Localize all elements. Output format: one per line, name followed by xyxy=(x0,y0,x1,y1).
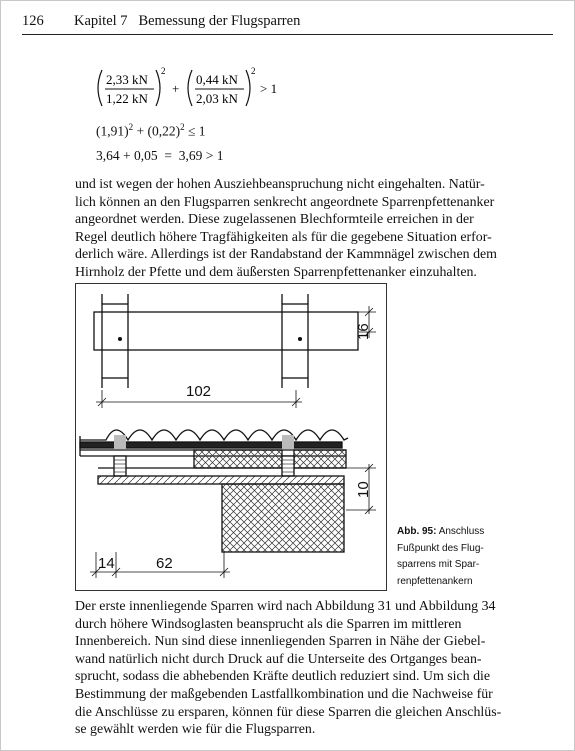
svg-text:+: + xyxy=(172,81,180,96)
paragraph-2: Der erste innenliegende Sparren wird nach Abbildung 31 und Abbildung 34 durch höhere Windsoglasten beansprucht als die Sparren im mittleren Innenbereich. Nun sind diese innenliegenden Sparren in Nähe der Giebel- wand natürlich nicht durch Druck auf die Unterseite des Ortganges bean- sprucht, sodass die abhebenden Kräfte deutlich reduziert sind. Um sich die Bestimmung der maßgebenden Lastfallkombination und die Nachweise für die Anschlüsse zu ersparen, können für diese Sparren die gleichen Anschlüs- se gewählt werden wie für die Flugsparren. xyxy=(75,599,502,738)
svg-text:2,33 kN: 2,33 kN xyxy=(106,72,148,87)
formula-line-2: $(1,91)^2 + (0,22)^2 \le 1$ xyxy=(96,122,206,139)
svg-text:> 1: > 1 xyxy=(260,81,278,96)
running-header xyxy=(22,10,553,35)
chapter-title: Kapitel 7 Bemessung der Flugsparren xyxy=(74,13,301,29)
formula-line-1 xyxy=(92,64,332,116)
svg-text:2: 2 xyxy=(251,66,256,76)
svg-text:0,44 kN: 0,44 kN xyxy=(196,72,238,87)
dim-label-16: 16 xyxy=(355,323,372,340)
svg-text:2,03 kN: 2,03 kN xyxy=(196,91,238,106)
dim-label-102: 102 xyxy=(186,383,212,400)
formula-line-3: 3,64 + 0,05 = 3,69 > 1 xyxy=(96,148,224,163)
technical-drawing xyxy=(75,283,387,591)
page-number: 126 xyxy=(22,13,44,29)
figure-caption: Abb. 95: Anschluss Fußpunkt des Flug- sparrens mit Spar- renpfettenankern xyxy=(397,526,485,587)
dim-label-10: 10 xyxy=(355,481,372,498)
paragraph-1: und ist wegen der hohen Ausziehbeanspruchung nicht eingehalten. Natür- lich können an den Flugsparren senkrecht angeordnete Sparrenpfettenanker angeordnet werden. Diese zugelassenen Blechformteile erreichen in der Regel deutlich höhere Tragfähigkeiten als für die gegebene Situation erfor- derlich wäre. Allerdings ist der Randabstand der Kammnägel zwischen dem Hirnholz der Pfette und dem äußersten Sparrenpfettenanker einzuhalten. xyxy=(75,177,497,280)
dim-label-62: 62 xyxy=(156,555,173,572)
svg-text:1,22 kN: 1,22 kN xyxy=(106,91,148,106)
dim-label-14: 14 xyxy=(98,555,115,572)
svg-text:2: 2 xyxy=(161,66,166,76)
